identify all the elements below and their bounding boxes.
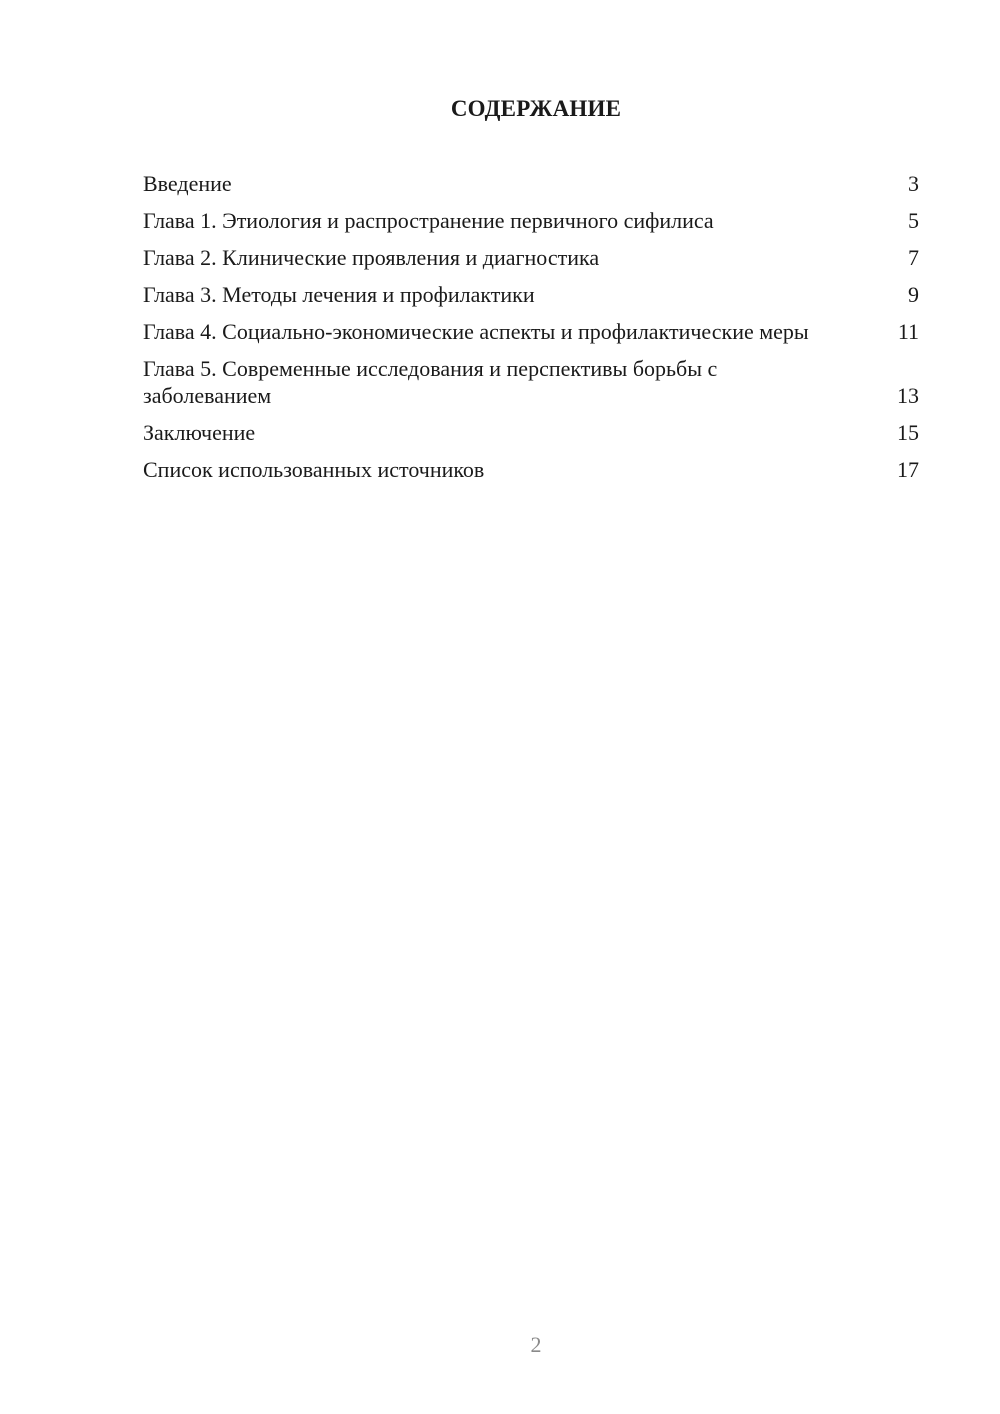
toc-entry-chapter-4	[143, 318, 919, 345]
toc-entry-title: Глава 4. Социально-экономические аспекты и профилактические меры	[143, 319, 809, 344]
toc-entry-chapter-5	[143, 355, 919, 409]
toc-entry-title: Глава 3. Методы лечения и профилактики	[143, 282, 535, 307]
toc-entry-page-number: 3	[908, 171, 919, 196]
toc-entry-title: Глава 1. Этиология и распространение первичного сифилиса	[143, 208, 714, 233]
page-title: СОДЕРЖАНИЕ	[450, 96, 622, 121]
toc-entry-title: Список использованных источников	[143, 457, 485, 482]
page-number: 2	[530, 1332, 542, 1357]
toc-entry-page-number: 15	[897, 420, 919, 445]
table-of-contents	[143, 170, 919, 493]
toc-entry-title: Глава 2. Клинические проявления и диагностика	[143, 245, 600, 270]
toc-entry-title: Глава 5. Современные исследования и перспективы борьбы с заболеванием	[143, 356, 718, 408]
toc-entry-page-number: 9	[908, 282, 919, 307]
toc-entry-conclusion	[143, 419, 919, 446]
toc-entry-chapter-2	[143, 244, 919, 271]
toc-entry-page-number: 7	[908, 245, 919, 270]
toc-entry-title: Введение	[143, 171, 232, 196]
toc-entry-references	[143, 456, 919, 483]
toc-entry-introduction	[143, 170, 919, 197]
toc-entry-page-number: 5	[908, 208, 919, 233]
toc-entry-page-number: 13	[897, 383, 919, 408]
toc-entry-title: Заключение	[143, 420, 256, 445]
toc-entry-chapter-3	[143, 281, 919, 308]
toc-entry-page-number: 17	[897, 457, 919, 482]
toc-entry-chapter-1	[143, 207, 919, 234]
toc-entry-page-number: 11	[897, 319, 919, 344]
